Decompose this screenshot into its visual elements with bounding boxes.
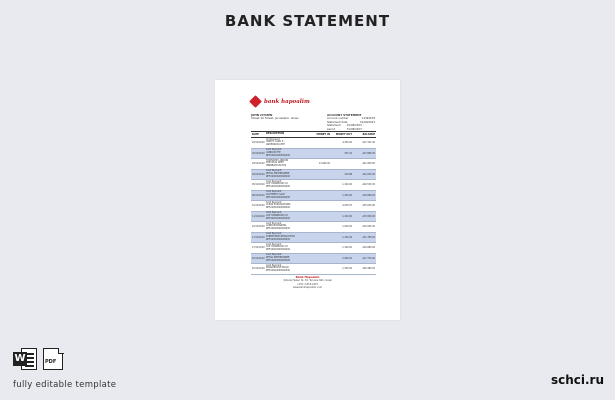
cell-balance: £40,530.30 xyxy=(362,183,375,187)
table-row xyxy=(251,264,376,275)
description-line: REF.00000000000000 xyxy=(266,174,290,178)
customer-address: Street 10 Street, Jerusalem, Israel xyxy=(251,116,299,121)
customer-block xyxy=(251,114,298,121)
cell-date: 17/11/2020 xyxy=(252,246,265,250)
description-line: REF.00000000000000 xyxy=(266,195,290,199)
cell-balance: £26,380.00 xyxy=(362,267,375,271)
description-line: TOWNSHIP LONDON xyxy=(266,158,289,162)
table-row xyxy=(251,243,376,254)
footer-address: Yehuda Halevi St. 63, Tel Aviv-Yafo, Israel xyxy=(283,279,332,283)
cell-balance: £30,680.00 xyxy=(362,246,375,250)
account-heading: ACCOUNT STATEMENT xyxy=(327,113,362,117)
cell-description xyxy=(266,233,310,241)
description-line: ACE HANDBOOK CO xyxy=(266,182,288,186)
description-line: Card Payment xyxy=(266,242,282,246)
description-line: MINNEAPOLIS POS xyxy=(266,164,287,168)
cell-money-out: 1,100.00 xyxy=(342,246,352,250)
cell-balance: £31,780.00 xyxy=(362,235,375,239)
cell-balance: £27,880.30 xyxy=(362,151,375,155)
cell-description xyxy=(266,202,310,210)
cell-money-out: 4,350.00 xyxy=(342,141,352,145)
cell-money-out: 1,100.00 xyxy=(342,214,352,218)
page-title: BANK STATEMENT xyxy=(224,12,391,30)
table-row xyxy=(251,212,376,223)
description-line: PROGRESSIVE BUILD xyxy=(266,266,289,270)
cell-date: 17/11/2020 xyxy=(252,235,265,239)
cell-balance: £32,930.30 xyxy=(362,225,375,229)
cell-date: 25/11/2020 xyxy=(252,267,265,271)
cell-balance: £27,121.90 xyxy=(362,141,375,145)
table-row xyxy=(251,180,376,191)
transactions-table xyxy=(251,131,376,275)
cell-date: 02/11/2020 xyxy=(252,151,265,155)
table-row xyxy=(251,138,376,149)
description-line: LONDON THE xyxy=(266,150,281,154)
description-line: Card Payment xyxy=(266,221,282,225)
cell-balance: £33,930.00 xyxy=(362,214,375,218)
description-line: REF.00000000000000 xyxy=(266,153,290,157)
cell-date: 02/11/2020 xyxy=(252,141,265,145)
cell-date: 04/11/2020 xyxy=(252,172,265,176)
table-header xyxy=(251,131,376,138)
description-line: ACE HANDBOOK CO xyxy=(266,213,288,217)
header-money-out: MONEY OUT xyxy=(335,133,352,136)
account-row-label: Statement date xyxy=(327,120,348,124)
description-line: REF.00000000000000 xyxy=(266,185,290,189)
footer-web: www.bankhapoalim.com xyxy=(292,285,323,289)
pdf-label: PDF xyxy=(45,359,57,365)
description-line: STREETWISE RESOLUTION xyxy=(266,234,295,238)
description-line: Card Payment xyxy=(266,232,282,236)
description-line: AUTHENTIC SALE xyxy=(266,192,285,196)
word-file-icon xyxy=(13,348,37,370)
description-line: REF.00000000000000 xyxy=(266,269,290,273)
description-line: PREVIOUS DEBT xyxy=(266,161,284,165)
word-letter: W xyxy=(14,353,26,364)
cell-money-out: 357.19 xyxy=(344,151,352,155)
account-row-label: Account number xyxy=(327,117,349,121)
description-line: REF.00000000000000 xyxy=(266,227,290,231)
tagline: fully editable template xyxy=(13,380,117,390)
cell-description xyxy=(266,191,310,199)
cell-money-out: 4,050.97 xyxy=(342,204,352,208)
header-balance: BALANCE xyxy=(362,133,375,136)
description-line: ACE HANDBOOK CO xyxy=(266,245,288,249)
description-line: CLEAN EXPLORATIONS xyxy=(266,203,291,207)
cell-description xyxy=(266,254,310,262)
cell-date: 05/11/2020 xyxy=(252,183,265,187)
cell-description xyxy=(266,139,310,147)
cell-money-out: 1,000.00 xyxy=(342,225,352,229)
description-line: Card Payment xyxy=(266,148,282,152)
table-row xyxy=(251,191,376,202)
cell-description xyxy=(266,265,310,273)
cell-date: 10/11/2020 xyxy=(252,204,265,208)
description-line: RETAIL ENTERTAINME xyxy=(266,255,290,259)
cell-description xyxy=(266,149,310,157)
header-money-in: MONEY IN xyxy=(316,133,330,136)
cell-date: 20/11/2020 xyxy=(252,256,265,260)
cell-balance: £35,030.00 xyxy=(362,204,375,208)
cell-balance: £27,730.00 xyxy=(362,256,375,260)
description-line: Card Payment xyxy=(266,179,282,183)
description-line: Card Payment xyxy=(266,253,282,257)
bank-logo-mark-icon xyxy=(249,95,262,108)
cell-money-out: 1,150.09 xyxy=(342,235,352,239)
description-line: Card Payment xyxy=(266,211,282,215)
cell-date: 16/11/2020 xyxy=(252,225,265,229)
site-link[interactable]: schci.ru xyxy=(550,373,604,387)
account-row-label: Statement period xyxy=(327,124,341,131)
pdf-file-icon xyxy=(43,348,63,370)
cell-description xyxy=(266,160,310,168)
description-line: Card Payment xyxy=(266,190,282,194)
cell-balance: £39,080.00 xyxy=(362,193,375,197)
footer-phone: +972 3-653-2407 xyxy=(296,282,319,286)
cell-date: 04/11/2020 xyxy=(252,162,265,166)
description-line: ANDERSON LIMIT xyxy=(266,143,285,147)
document-footer xyxy=(215,276,400,289)
statement-document xyxy=(215,80,400,320)
cell-date: 11/11/2020 xyxy=(252,214,265,218)
cell-description xyxy=(266,244,310,252)
cell-money-out: 1,450.00 xyxy=(342,193,352,197)
description-line: REF.00000000000000 xyxy=(266,237,290,241)
cell-description xyxy=(266,181,310,189)
cell-money-in: 13,990.00 xyxy=(318,162,330,166)
description-line: REF.00000000000000 xyxy=(266,206,290,210)
table-row xyxy=(251,201,376,212)
description-line: LONDON BANKING xyxy=(266,224,287,228)
table-row xyxy=(251,159,376,170)
description-line: REF.00000000000000 xyxy=(266,248,290,252)
table-row xyxy=(251,149,376,160)
customer-name: JOHN CITIZEN xyxy=(251,113,273,117)
bank-name: bank hapoalim xyxy=(264,98,310,105)
account-row-value: 01/09/2023 xyxy=(360,120,375,124)
cell-description xyxy=(266,170,310,178)
table-row xyxy=(251,222,376,233)
description-line: Card Payment xyxy=(266,169,282,173)
account-row-value: 12345678 xyxy=(361,117,375,121)
cell-money-out: 210.88 xyxy=(344,172,352,176)
header-description: DESCRIPTION xyxy=(266,132,285,136)
cell-description xyxy=(266,223,310,231)
description-line: REF.00000000000000 xyxy=(266,258,290,262)
description-line: CREDIT CARD 5... xyxy=(266,140,286,144)
account-row xyxy=(327,124,375,131)
description-line: Ltd Payment xyxy=(266,137,280,141)
format-icons xyxy=(13,348,63,370)
cell-date: 06/11/2020 xyxy=(252,193,265,197)
description-line: Card Payment xyxy=(266,263,282,267)
header-date: DATE xyxy=(252,133,259,136)
description-line: RETAIL ENTERTAINME xyxy=(266,171,290,175)
cell-money-out: 2,950.00 xyxy=(342,256,352,260)
cell-description xyxy=(266,212,310,220)
description-line: Card Payment xyxy=(266,200,282,204)
description-line: REF.00000000000000 xyxy=(266,216,290,220)
account-row-value: 01/08/2023 - 31/08/2023 xyxy=(346,124,364,131)
table-row xyxy=(251,233,376,244)
table-row xyxy=(251,254,376,265)
bank-logo xyxy=(251,97,310,106)
cell-money-out: 1,100.00 xyxy=(342,183,352,187)
footer-bank: Bank Hapoalim xyxy=(295,275,320,279)
cell-balance: £41,950.00 xyxy=(362,162,375,166)
cell-balance: £41,630.30 xyxy=(362,172,375,176)
cell-money-out: 1,350.00 xyxy=(342,267,352,271)
account-block xyxy=(327,114,375,131)
table-row xyxy=(251,170,376,181)
